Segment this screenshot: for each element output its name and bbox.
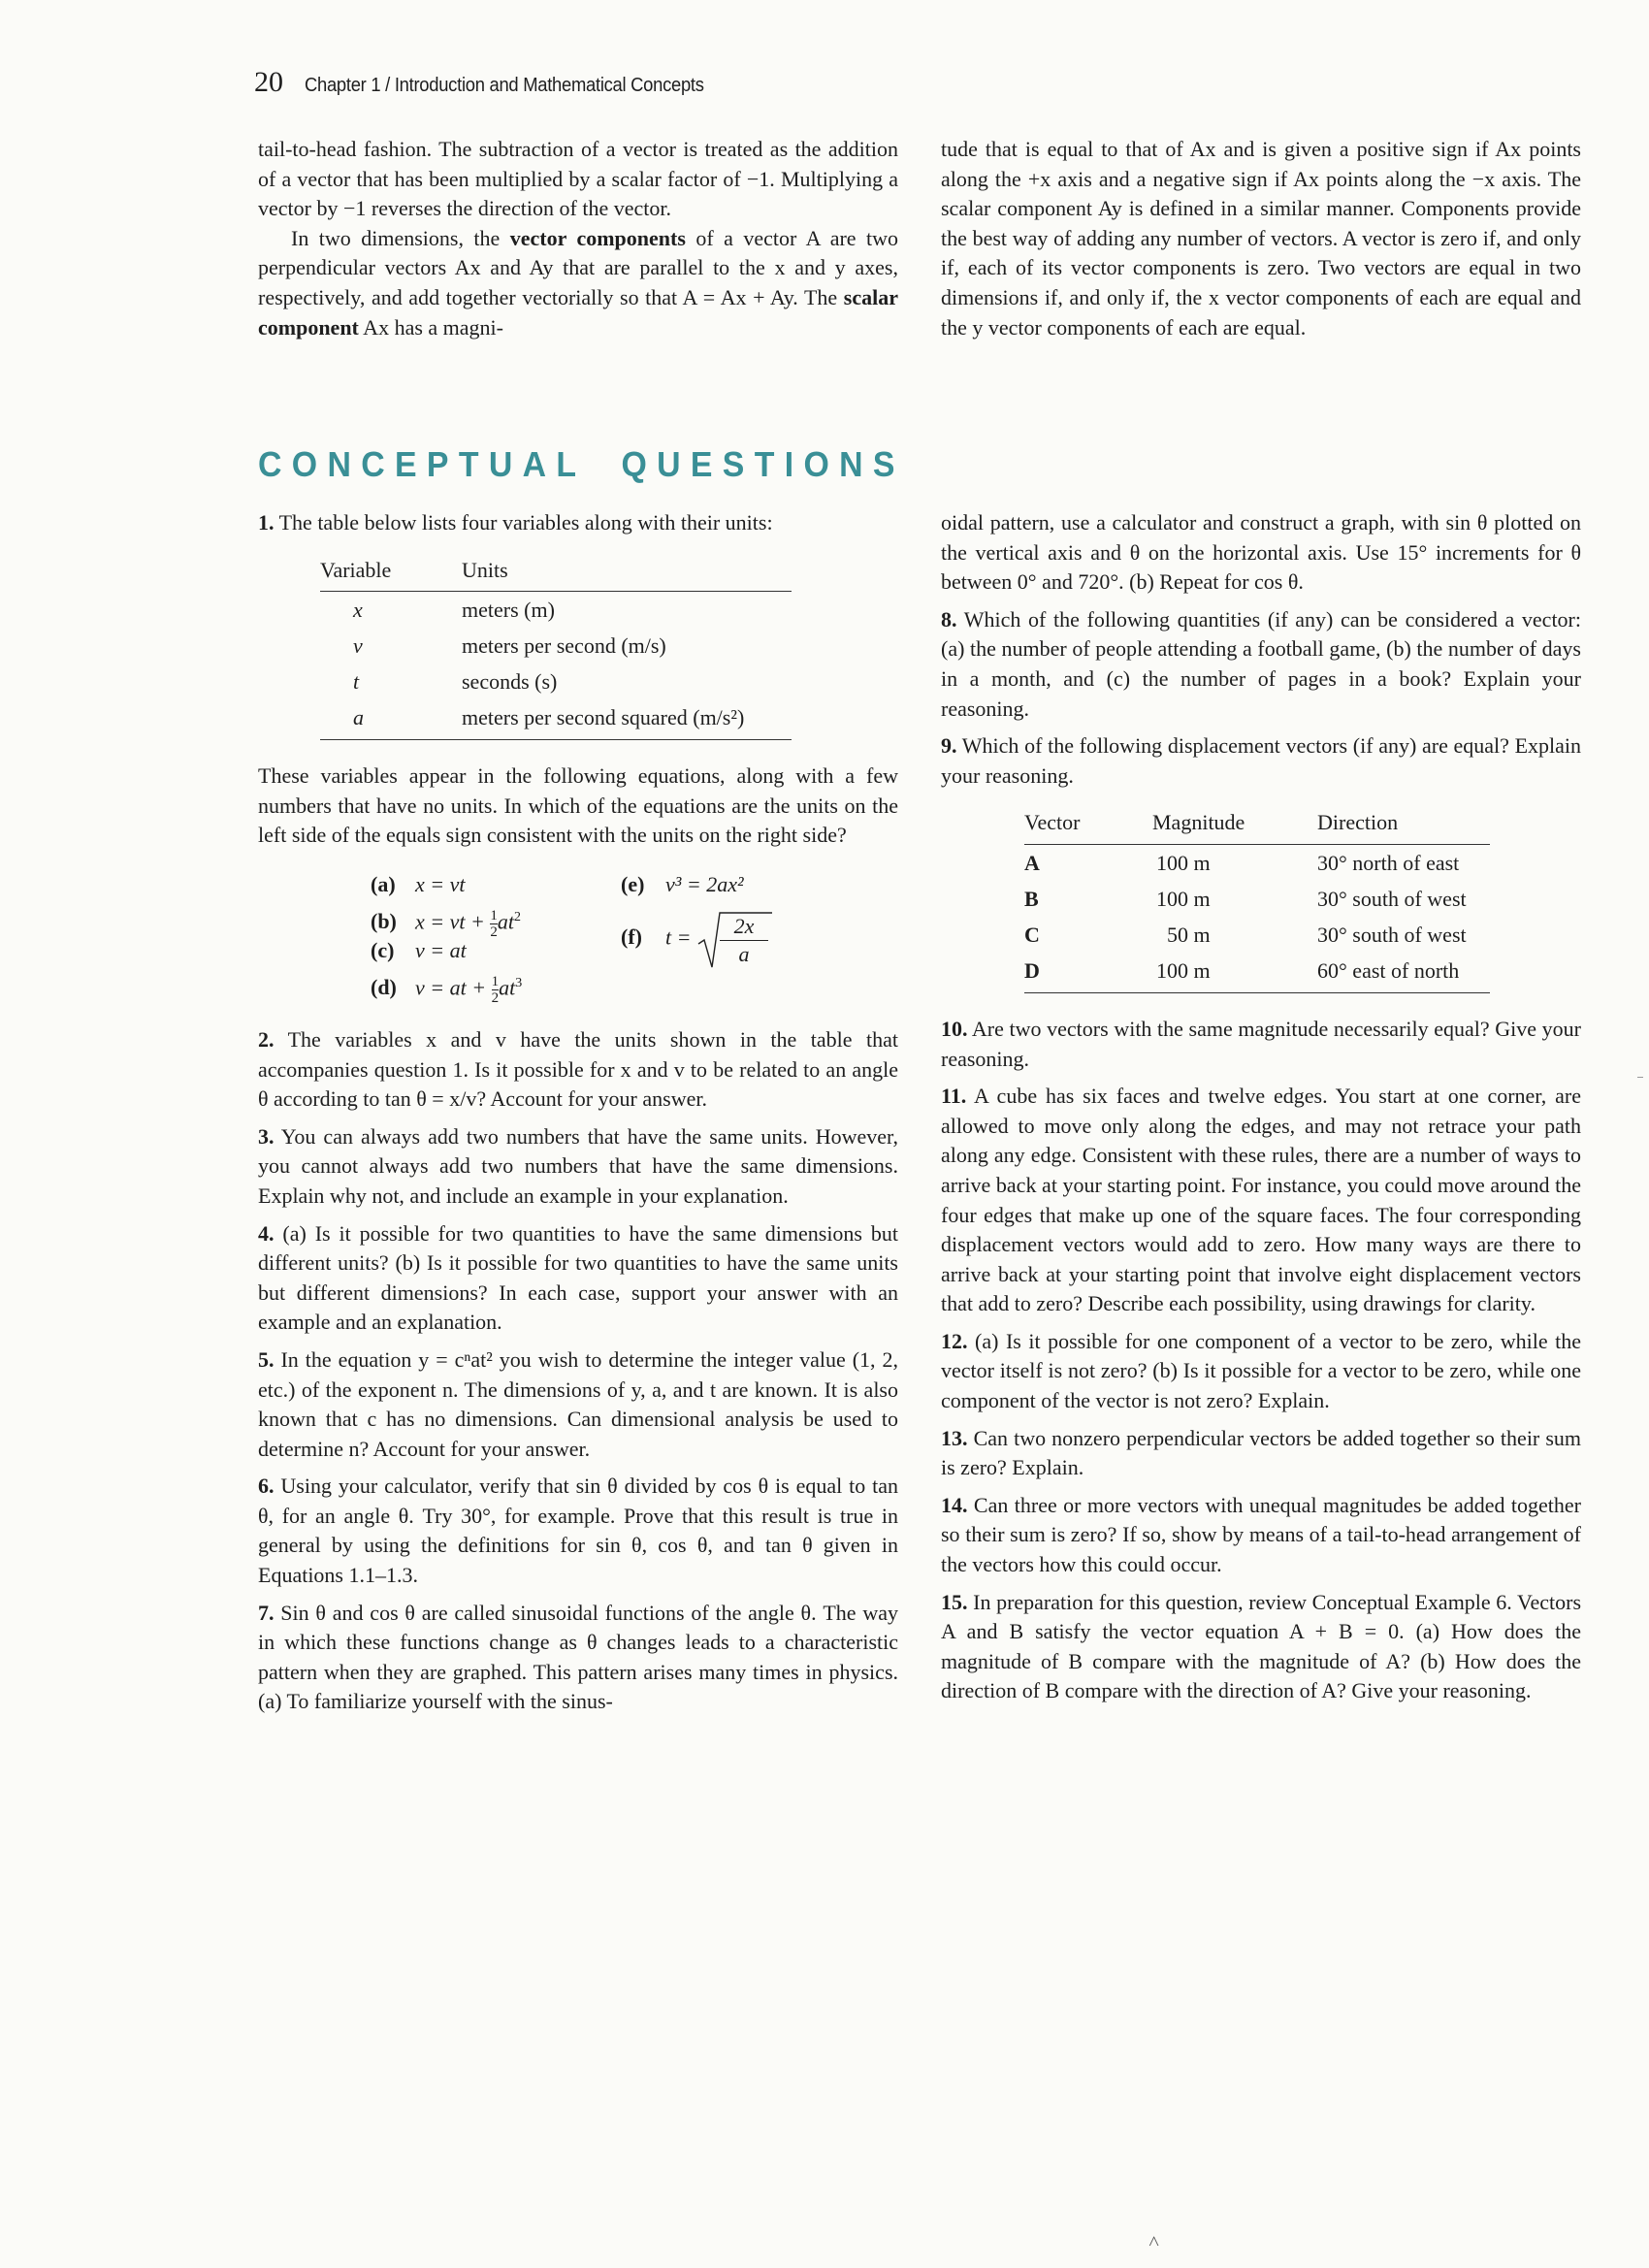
intro-text: of a vector A are two perpendicular vectors Ax and Ay that are parallel to the x and y axes, respectively, and add together vectorially so that A = Ax + Ay. The xyxy=(258,225,899,309)
table-row xyxy=(320,592,792,629)
equation-c xyxy=(371,936,467,966)
table-row xyxy=(1024,881,1490,917)
table-cell: v xyxy=(353,633,363,659)
fraction-numerator: 1 xyxy=(491,973,500,989)
question-text: A cube has six faces and twelve edges. You start at one corner, are allowed to move only along the edges, and may not retrace your path along any edge. Consistent with these rules, there are a number of ways to arrive back at your starting point. For instance, you could move around the four edges that make up one of the square faces. The four corresponding displacement vectors would add to zero. How many ways are there to arrive back at your starting point that involve eight displacement vectors that add to zero? Describe each possibility, using drawings for clarity. xyxy=(941,1084,1581,1316)
question-text: In preparation for this question, review Conceptual Example 6. Vectors A and B satisfy the vector equation A + B = 0. (a) How does the magnitude of B compare with the magnitude of A? (b) How does the direction of B compare with the direction of A? Give your reasoning. xyxy=(941,1589,1582,1703)
page-header xyxy=(254,66,738,105)
question-1-body: These variables appear in the following equations, along with a few numbers that have no units. In which of the equations are the units on the left side of the equals sign consistent with the units on the right side? xyxy=(258,763,898,848)
equation-exponent: 3 xyxy=(515,975,523,990)
question-text: Using your calculator, verify that sin θ divided by cos θ is equal to tan θ, for an angle θ. Try 30°, for example. Prove that this result is true in general by using the definitions for sin θ, cos θ, and tan θ given in Equations 1.1–1.3. xyxy=(258,1474,899,1588)
question-number: 13. xyxy=(941,1425,968,1450)
table-row xyxy=(320,699,792,740)
equation-a xyxy=(371,870,466,900)
fraction-half xyxy=(490,908,498,940)
intro-right-column xyxy=(941,135,1581,342)
intro-paragraph-3: tude that is equal to that of Ax and is given a positive sign if Ax points along the +x axis and a negative sign if Ax points along the −x axis. The scalar component Ay is defined in a similar manner. Components provide the best way of adding any number of vectors. A vector is zero if, and only if, each of its vector components is zero. Two vectors are equal in two dimensions if, and only if, the x vector components of each are equal and the y vector components of each are equal. xyxy=(941,137,1581,340)
page-number: 20 xyxy=(254,66,283,98)
table-cell: 30° south of west xyxy=(1317,886,1467,911)
equation-label: (e) xyxy=(621,871,645,896)
question-15 xyxy=(941,1588,1581,1706)
question-12 xyxy=(941,1327,1581,1416)
question-8 xyxy=(941,605,1581,724)
radical-sign-icon xyxy=(696,909,774,971)
question-number: 8. xyxy=(941,606,957,632)
equation-e xyxy=(621,870,744,900)
questions-left-column xyxy=(258,508,898,1725)
intro-paragraph-2 xyxy=(258,224,898,342)
equation-f xyxy=(621,909,768,970)
margin-tick xyxy=(1637,1077,1643,1078)
table-cell: a xyxy=(320,699,462,740)
table-header-row xyxy=(320,550,792,592)
table-row xyxy=(320,628,792,664)
equation-label: (c) xyxy=(371,937,395,962)
variables-table xyxy=(320,550,792,741)
equation-label: (f) xyxy=(621,924,642,950)
table-cell: 50 m xyxy=(1167,922,1211,947)
question-number: 5. xyxy=(258,1346,275,1372)
table-cell: D xyxy=(1024,953,1152,993)
table-cell: 60° east of north xyxy=(1317,953,1490,993)
square-root xyxy=(696,909,768,970)
table-cell: 30° south of west xyxy=(1317,922,1467,947)
question-number: 11. xyxy=(941,1084,967,1109)
term-vector-components: vector components xyxy=(509,225,686,250)
question-number: 4. xyxy=(258,1220,275,1246)
table-cell: x xyxy=(353,598,363,623)
intro-left-column xyxy=(258,135,898,342)
question-text: (a) Is it possible for two quantities to have the same dimensions but different units? (b) Is it possible for two quantities to have the same units but different dimensions? In each case, support your answer with an example and an explanation. xyxy=(258,1220,899,1335)
question-11 xyxy=(941,1082,1581,1319)
question-7 xyxy=(258,1599,898,1717)
table-cell: t xyxy=(353,669,360,695)
table-cell: meters per second squared (m/s²) xyxy=(462,699,792,740)
table-cell: meters per second (m/s) xyxy=(462,633,666,659)
question-6 xyxy=(258,1472,898,1590)
table-cell: 100 m xyxy=(1156,850,1211,875)
question-number: 15. xyxy=(941,1589,968,1614)
equation-text: t = xyxy=(665,924,696,950)
equation-label: (a) xyxy=(371,871,396,896)
table-row xyxy=(1024,953,1490,993)
equation-text: x = vt xyxy=(415,871,466,896)
equation-text: at xyxy=(497,909,514,934)
questions-right-column xyxy=(941,508,1581,1714)
equation-text: x = vt + xyxy=(415,909,491,934)
table-cell: 30° north of east xyxy=(1317,850,1460,875)
question-text: (a) Is it possible for one component of a vector to be zero, while the vector itself is not zero? (b) Is it possible for a vector to be zero, while one component of the vector is not zero? Explain. xyxy=(941,1328,1582,1413)
fraction-numerator: 1 xyxy=(490,907,498,923)
table-cell: 100 m xyxy=(1152,953,1317,993)
question-text: The variables x and v have the units shown in the table that accompanies question 1. Is it possible for x and v to be related to an angle θ according to tan θ = x/v? Account for your answer. xyxy=(258,1026,898,1112)
question-number: 2. xyxy=(258,1026,275,1052)
fraction-denominator: 2 xyxy=(490,923,498,940)
question-text: Are two vectors with the same magnitude necessarily equal? Give your reasoning. xyxy=(941,1016,1581,1071)
intro-text: Ax has a magni- xyxy=(358,314,503,340)
table-header: Direction xyxy=(1317,802,1490,844)
question-number: 14. xyxy=(941,1492,968,1517)
question-text: Which of the following displacement vectors (if any) are equal? Explain your reasoning. xyxy=(941,733,1581,788)
table-row xyxy=(1024,917,1490,953)
table-row xyxy=(320,664,792,699)
fraction-denominator: 2 xyxy=(491,989,500,1006)
question-number: 10. xyxy=(941,1016,968,1041)
equation-d xyxy=(371,969,522,1006)
question-14 xyxy=(941,1491,1581,1580)
table-cell: 100 m xyxy=(1156,886,1211,911)
fraction-half xyxy=(492,974,500,1006)
table-header: Units xyxy=(462,550,792,592)
table-cell: seconds (s) xyxy=(462,669,558,695)
equation-exponent: 2 xyxy=(513,909,521,924)
table-header: Vector xyxy=(1024,802,1152,844)
equation-text: at xyxy=(499,975,516,1000)
term-scalar-component: scalar component xyxy=(258,284,898,340)
question-7-continued: oidal pattern, use a calculator and construct a graph, with sin θ plotted on the vertical axis and θ on the horizontal axis. Use 15° increments for θ between 0° and 720°. (b) Repeat for cos θ. xyxy=(941,510,1581,595)
chapter-title: Chapter 1 / Introduction and Mathematical Concepts xyxy=(305,75,704,96)
intro-paragraph-1: tail-to-head fashion. The subtraction of a vector is treated as the addition of a vector that has been multiplied by a scalar factor of −1. Multiplying a vector by −1 reverses the direction of the vector. xyxy=(258,137,898,221)
question-text: You can always add two numbers that have the same units. However, you cannot always add two numbers that have the same dimensions. Explain why not, and include an example in your explanation. xyxy=(258,1123,898,1208)
question-5 xyxy=(258,1345,898,1464)
question-number: 7. xyxy=(258,1600,275,1625)
table-header-row xyxy=(1024,802,1490,844)
question-10 xyxy=(941,1015,1581,1074)
question-text: In the equation y = cⁿat² you wish to determine the integer value (1, 2, etc.) of the exponent n. The dimensions of y, a, and t are known. It is also known that c has no dimensions. Can dimensional analysis be used to determine n? Account for your answer. xyxy=(258,1346,899,1461)
margin-mark: ˄ xyxy=(1148,2231,1160,2252)
question-4 xyxy=(258,1219,898,1338)
question-2 xyxy=(258,1025,898,1115)
question-number: 1. xyxy=(258,510,275,535)
equation-label: (d) xyxy=(371,975,397,1000)
table-header: Variable xyxy=(320,550,462,592)
table-header: Magnitude xyxy=(1152,802,1317,844)
question-text: The table below lists four variables along with their units: xyxy=(278,510,773,535)
table-row xyxy=(1024,844,1490,881)
question-9 xyxy=(941,731,1581,1007)
table-cell: B xyxy=(1024,886,1039,911)
question-3 xyxy=(258,1122,898,1212)
fraction-denominator: a xyxy=(738,941,750,966)
question-number: 9. xyxy=(941,733,957,759)
equation-text: v = at + xyxy=(415,975,492,1000)
question-text: Which of the following quantities (if any) can be considered a vector: (a) the number of people attending a football game, (b) the number of days in a month, and (c) the number of pages in a book? Explain your reasoning. xyxy=(941,606,1581,721)
question-number: 3. xyxy=(258,1123,275,1149)
equation-list xyxy=(258,866,898,1012)
table-cell: C xyxy=(1024,922,1040,947)
fraction-numerator: 2x xyxy=(720,913,768,941)
section-title: CONCEPTUAL QUESTIONS xyxy=(258,444,905,484)
question-text: Can two nonzero perpendicular vectors be added together so their sum is zero? Explain. xyxy=(941,1425,1582,1480)
vectors-table xyxy=(1024,802,1490,993)
table-cell: meters (m) xyxy=(462,598,555,623)
equation-text: v = at xyxy=(415,937,467,962)
intro-text: In two dimensions, the xyxy=(291,225,510,250)
equation-label: (b) xyxy=(371,909,397,934)
table-cell: A xyxy=(1024,850,1040,875)
question-number: 12. xyxy=(941,1328,968,1353)
equation-b xyxy=(371,903,521,940)
equation-text: v³ = 2ax² xyxy=(665,871,744,896)
question-text: Sin θ and cos θ are called sinusoidal functions of the angle θ. The way in which these functions change as θ changes leads to a characteristic pattern when they are graphed. This pattern arises many times in physics. (a) To familiarize yourself with the sinus- xyxy=(258,1600,899,1714)
question-1 xyxy=(258,508,898,1012)
question-number: 6. xyxy=(258,1474,275,1499)
question-text: Can three or more vectors with unequal magnitudes be added together so their sum is zero? If so, show by means of a tail-to-head arrangement of the vectors how this could occur. xyxy=(941,1492,1581,1577)
question-13 xyxy=(941,1424,1581,1483)
